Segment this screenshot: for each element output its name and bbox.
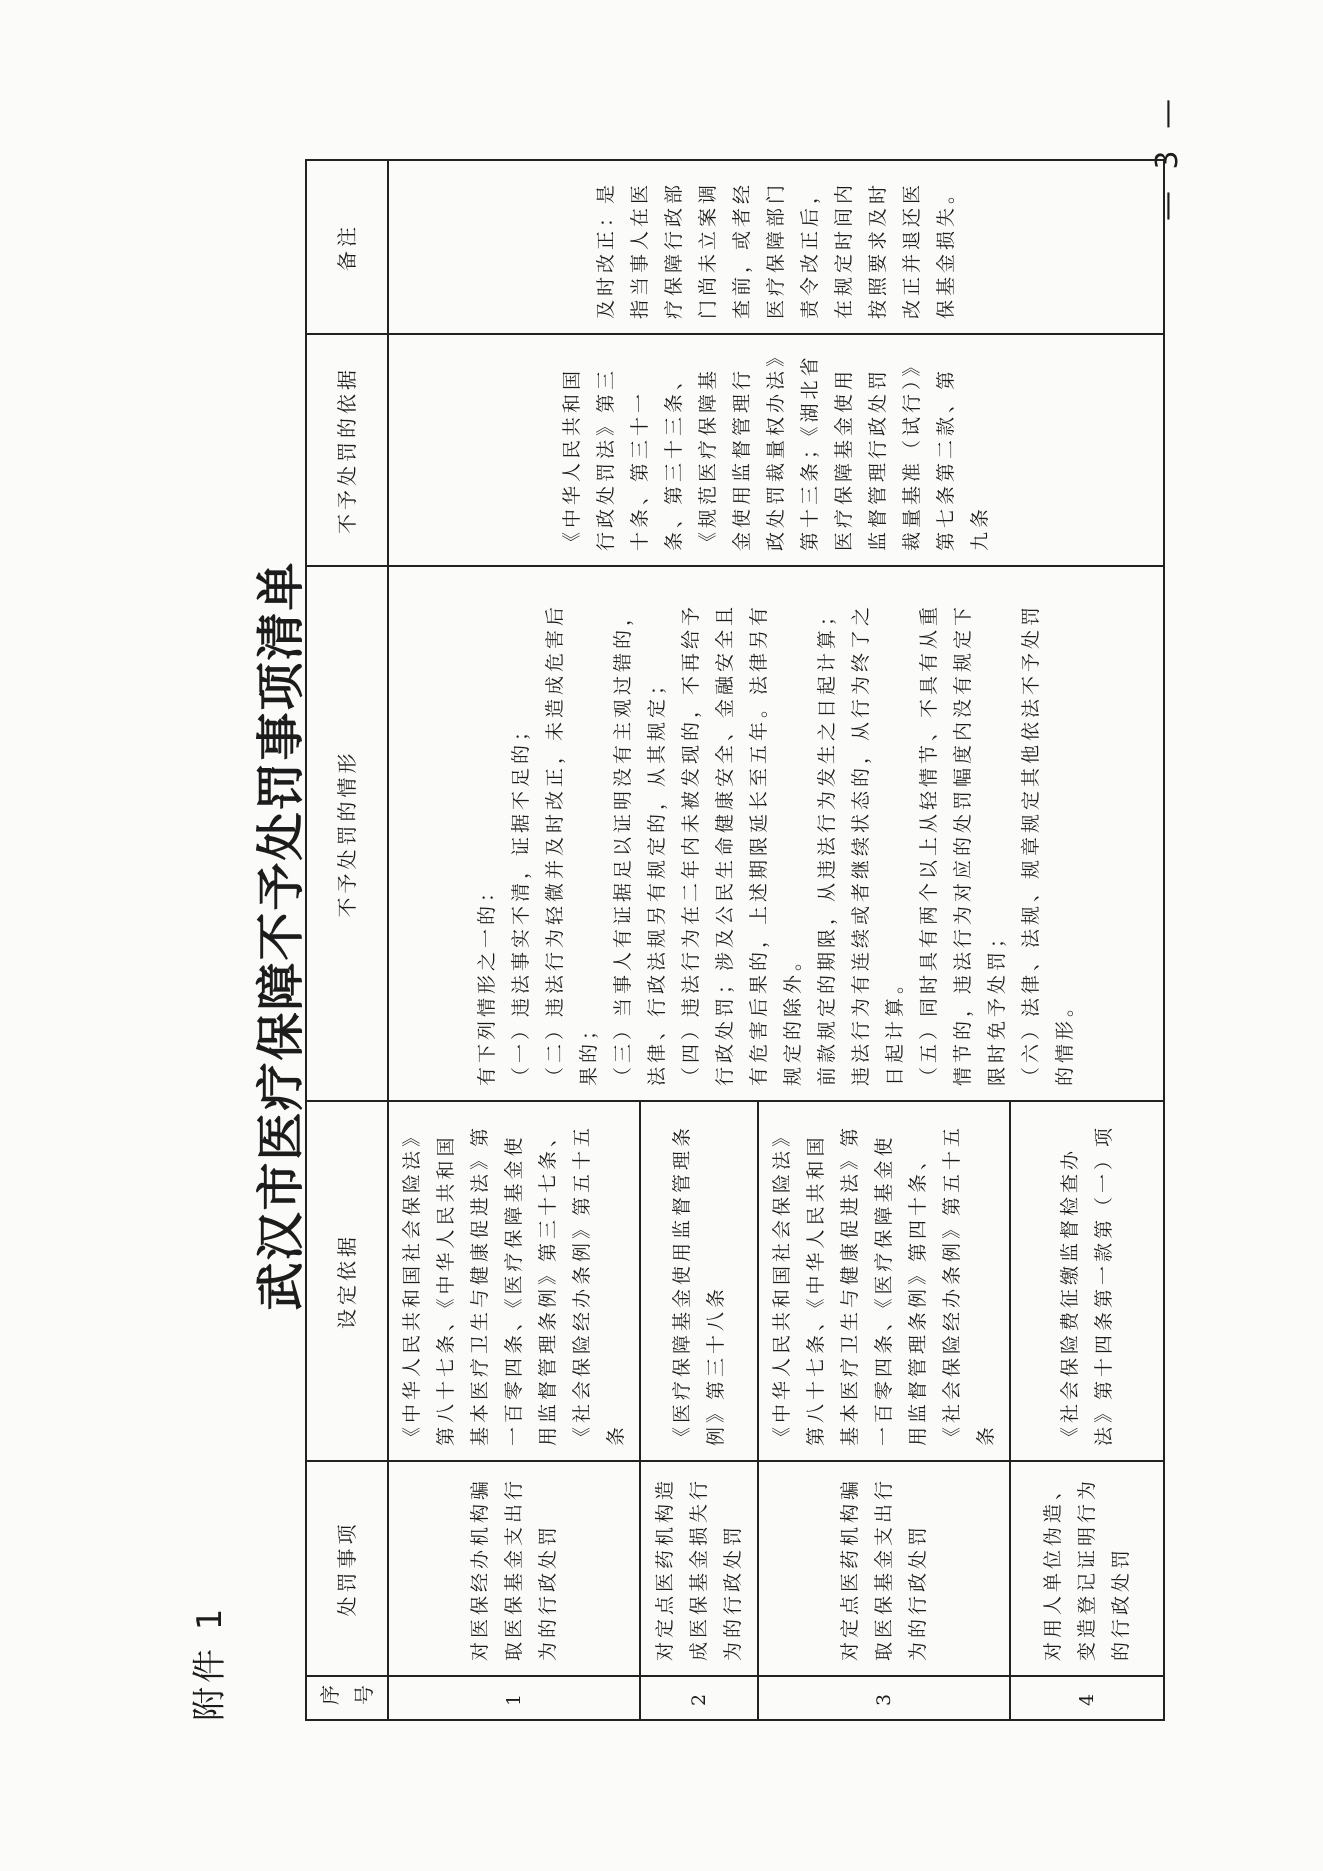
table-row	[388, 160, 640, 1720]
penalty-exemption-table	[305, 159, 1165, 1721]
table-header-row	[306, 160, 388, 1720]
no-penalty-situations	[388, 566, 1164, 1101]
header-remarks: 备注	[306, 160, 388, 334]
situation-line: （四）违法行为在二年内未被发现的，不再给予行政处罚；涉及公民生命健康安全、金融安全且有危害后果的，上述期限延长至五年。法律另有规定的除外。	[680, 602, 804, 1086]
row-index: 3	[758, 1676, 1010, 1720]
header-matter: 处罚事项	[306, 1461, 388, 1676]
row-index: 1	[388, 1676, 640, 1720]
row-basis: 《中华人民共和国社会保险法》第八十七条、《中华人民共和国基本医疗卫生与健康促进法》第一百零四条、《医疗保障基金使用监督管理条例》第三十七条、《社会保险经办条例》第五十五条	[388, 1101, 640, 1461]
header-basis: 设定依据	[306, 1101, 388, 1461]
situation-line: 有下列情形之一的：	[476, 878, 498, 1086]
document-title: 武汉市医疗保障不予处罚事项清单	[253, 560, 309, 1311]
situation-line: （一）违法事实不清，证据不足的；	[510, 717, 532, 1086]
row-matter: 对定点医药机构造成医保基金损失行为的行政处罚	[640, 1461, 758, 1676]
row-matter: 对定点医药机构骗取医保基金支出行为的行政处罚	[758, 1461, 1010, 1676]
situation-line: （五）同时具有两个以上从轻情节、不具有从重情节的，违法行为对应的处罚幅度内没有规定下限时免予处罚；	[918, 602, 1008, 1086]
row-index: 4	[1010, 1676, 1164, 1720]
header-index: 序号	[306, 1676, 388, 1720]
row-basis: 《社会保险费征缴监督检查办法》第十四条第一款第（一）项	[1010, 1101, 1164, 1461]
situation-line: （六）法律、法规、规章规定其他依法不予处罚的情形。	[1020, 602, 1076, 1086]
penalty-exemption-table-wrapper	[305, 161, 1165, 1721]
row-matter: 对医保经办机构骗取医保基金支出行为的行政处罚	[388, 1461, 640, 1676]
situation-line: （三）当事人有证据足以证明没有主观过错的，法律、行政法规另有规定的，从其规定；	[612, 602, 668, 1086]
page-number: — 3 —	[1150, 92, 1185, 221]
situation-line: 前款规定的期限，从违法行为发生之日起计算；违法行为有连续或者继续状态的，从行为终了之日起计算。	[816, 602, 906, 1086]
header-no-penalty-basis: 不予处罚的依据	[306, 334, 388, 566]
attachment-label: 附件 1	[190, 1604, 230, 1721]
row-index: 2	[640, 1676, 758, 1720]
row-basis: 《中华人民共和国社会保险法》第八十七条、《中华人民共和国基本医疗卫生与健康促进法》第一百零四条、《医疗保障基金使用监督管理条例》第四十条、《社会保险经办条例》第五十五条	[758, 1101, 1010, 1461]
header-situation: 不予处罚的情形	[306, 566, 388, 1101]
remarks: 及时改正：是指当事人在医疗保障行政部门尚未立案调查前，或者经医疗保障部门责令改正后，在规定时间内按照要求及时改正并退还医保基金损失。	[388, 160, 1164, 334]
row-basis: 《医疗保障基金使用监督管理条例》第三十八条	[640, 1101, 758, 1461]
situation-line: （二）违法行为轻微并及时改正，未造成危害后果的；	[544, 602, 600, 1086]
no-penalty-basis: 《中华人民共和国行政处罚法》第三十条、第三十一条、第三十三条、《规范医疗保障基金使用监督管理行政处罚裁量权办法》第十三条；《湖北省医疗保障基金使用监督管理行政处罚裁量基准（试行）》第七条第二款、第九条	[388, 334, 1164, 566]
row-matter: 对用人单位伪造、变造登记证明行为的行政处罚	[1010, 1461, 1164, 1676]
